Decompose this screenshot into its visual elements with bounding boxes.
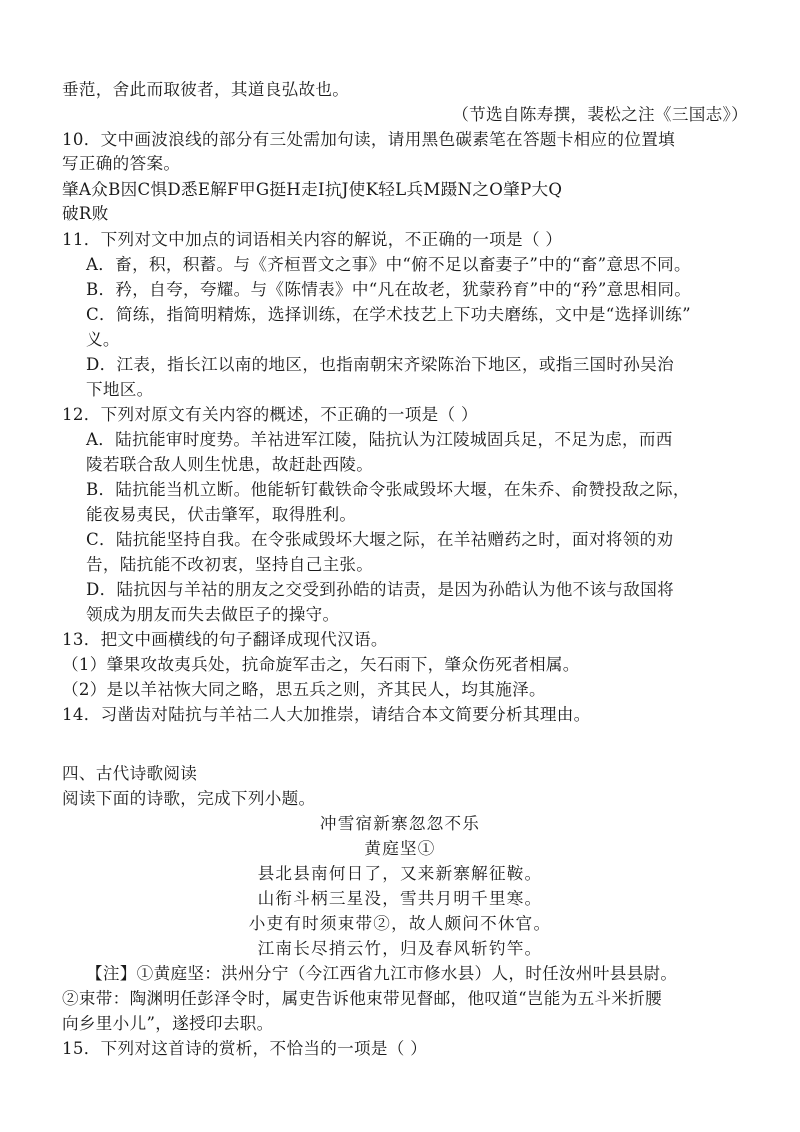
- poem-title: 冲雪宿新寨忽忽不乐: [319, 814, 481, 833]
- q12-option-b-continued: 能夜易夷民，伏击肇军，取得胜利。: [86, 505, 357, 524]
- poem-line-4: 江南长尽捎云竹，归及春风斩钓竿。: [257, 939, 543, 958]
- punctuation-sentence-continued: 破R败: [62, 204, 109, 223]
- section-heading: 四、古代诗歌阅读: [62, 764, 198, 783]
- punctuation-sentence: 肇A众B因C惧D悉E解F甲G挺H走I抗J使K轻L兵M蹑N之O肇P大Q: [62, 180, 563, 199]
- q13-sentence-2: （2）是以羊祜恢大同之略，思五兵之则，齐其民人，均其施泽。: [62, 680, 546, 699]
- q12-option-d: D．陆抗因与羊祜的朋友之交受到孙皓的诘责，是因为孙皓认为他不该与敌国将: [86, 580, 674, 599]
- question-14: 14．习凿齿对陆抗与羊祜二人大加推崇，请结合本文简要分析其理由。: [62, 705, 591, 724]
- q11-option-d: D．江表，指长江以南的地区，也指南朝宋齐梁陈治下地区，或指三国时孙吴治: [86, 355, 674, 374]
- q12-option-c-continued: 告，陆抗能不改初衷，坚持自己主张。: [86, 555, 374, 574]
- q11-option-d-continued: 下地区。: [86, 380, 154, 399]
- q12-option-a-continued: 陵若联合敌人则生忧患，故赶赴西陵。: [86, 455, 374, 474]
- poem-line-1: 县北县南何日了，又来新寨解征鞍。: [257, 864, 543, 883]
- q11-option-b: B．矜，自夸，夸耀。与《陈情表》中“凡在故老，犹蒙矜育”中的“矜”意思相同。: [86, 280, 692, 299]
- q11-option-c-continued: 义。: [86, 330, 120, 349]
- poem-note-2: ②束带：陶渊明任彭泽令时，属吏告诉他束带见督邮，他叹道“岂能为五斗米折腰: [62, 989, 663, 1008]
- q12-option-a: A．陆抗能审时度势。羊祜进军江陵，陆抗认为江陵城固兵足，不足为虑，而西: [86, 430, 673, 449]
- question-10: 10．文中画波浪线的部分有三处需加句读，请用黑色碳素笔在答题卡相应的位置填: [62, 130, 675, 149]
- poem-author: 黄庭坚①: [364, 839, 436, 858]
- poem-line-3: 小吏有时须束带②，故人颇问不休官。: [248, 914, 552, 933]
- poem-note-1: 【注】①黄庭坚：洪州分宁（今江西省九江市修水县）人，时任汝州叶县县尉。: [86, 964, 678, 983]
- poem-line-2: 山衔斗柄三星没，雪共月明千里寒。: [257, 889, 543, 908]
- source-citation: （节选自陈寿撰，裴松之注《三国志》）: [452, 105, 748, 124]
- question-10-continued: 写正确的答案。: [62, 154, 181, 173]
- q13-sentence-1: （1）肇果攻故夷兵处，抗命旋军击之，矢石雨下，肇众伤死者相属。: [62, 655, 580, 674]
- q12-option-d-continued: 领成为朋友而失去做臣子的操守。: [86, 605, 340, 624]
- passage-ending: 垂范，舍此而取彼者，其道良弘故也。: [62, 80, 350, 99]
- question-12: 12．下列对原文有关内容的概述，不正确的一项是（ ）: [62, 405, 478, 424]
- section-instruction: 阅读下面的诗歌，完成下列小题。: [62, 789, 316, 808]
- question-13: 13．把文中画横线的句子翻译成现代汉语。: [62, 630, 388, 649]
- q11-option-c: C．简练，指简明精炼，选择训练，在学术技艺上下功夫磨练，文中是“选择训练”: [86, 305, 691, 324]
- question-11: 11．下列对文中加点的词语相关内容的解说，不正确的一项是（ ）: [62, 230, 563, 249]
- poem-note-2-continued: 向乡里小儿”，遂授印去职。: [62, 1014, 274, 1033]
- q12-option-c: C．陆抗能坚持自我。在令张咸毁坏大堰之际，在羊祜赠药之时，面对将领的劝: [86, 530, 674, 549]
- question-15: 15．下列对这首诗的赏析，不恰当的一项是（ ）: [62, 1039, 428, 1058]
- q12-option-b: B．陆抗能当机立断。他能斩钉截铁命令张咸毁坏大堰，在朱乔、俞赞投敌之际，: [86, 480, 690, 499]
- q11-option-a: A．畜，积，积蓄。与《齐桓晋文之事》中“俯不足以畜妻子”中的“畜”意思不同。: [86, 255, 691, 274]
